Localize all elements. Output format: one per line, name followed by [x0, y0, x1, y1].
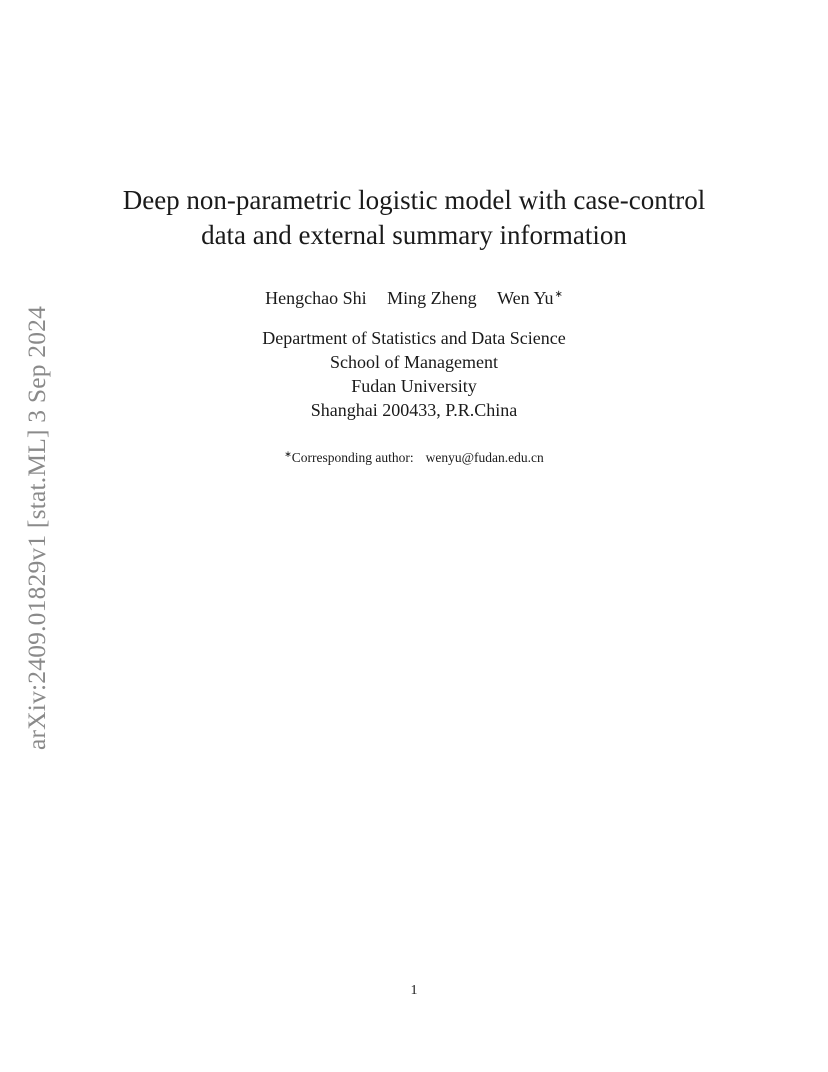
corresponding-mark: ∗	[554, 289, 563, 300]
paper-title	[0, 183, 828, 253]
title-line-2: data and external summary information	[201, 220, 627, 250]
page-number: 1	[410, 983, 418, 998]
arxiv-identifier-stamp: arXiv:2409.01829v1 [stat.ML] 3 Sep 2024	[22, 305, 51, 751]
corresponding-author-note	[0, 445, 828, 467]
author-1	[265, 287, 366, 309]
affiliation-block	[0, 326, 828, 422]
affiliation-address: Shanghai 200433, P.R.China	[310, 400, 518, 420]
corresponding-label: Corresponding author:	[291, 450, 414, 465]
corresponding-note-mark: ∗	[284, 449, 292, 459]
author-2	[387, 287, 477, 309]
corresponding-email: wenyu@fudan.edu.cn	[425, 450, 544, 465]
title-line-1: Deep non-parametric logistic model with case-control	[122, 185, 706, 215]
affiliation-university: Fudan University	[351, 376, 477, 396]
author-name: Ming Zheng	[387, 288, 477, 308]
author-name: Wen Yu	[497, 288, 554, 308]
affiliation-department: Department of Statistics and Data Science	[262, 328, 566, 348]
affiliation-school: School of Management	[330, 352, 498, 372]
author-list	[0, 284, 828, 309]
author-name: Hengchao Shi	[265, 288, 367, 308]
author-3	[497, 284, 563, 309]
